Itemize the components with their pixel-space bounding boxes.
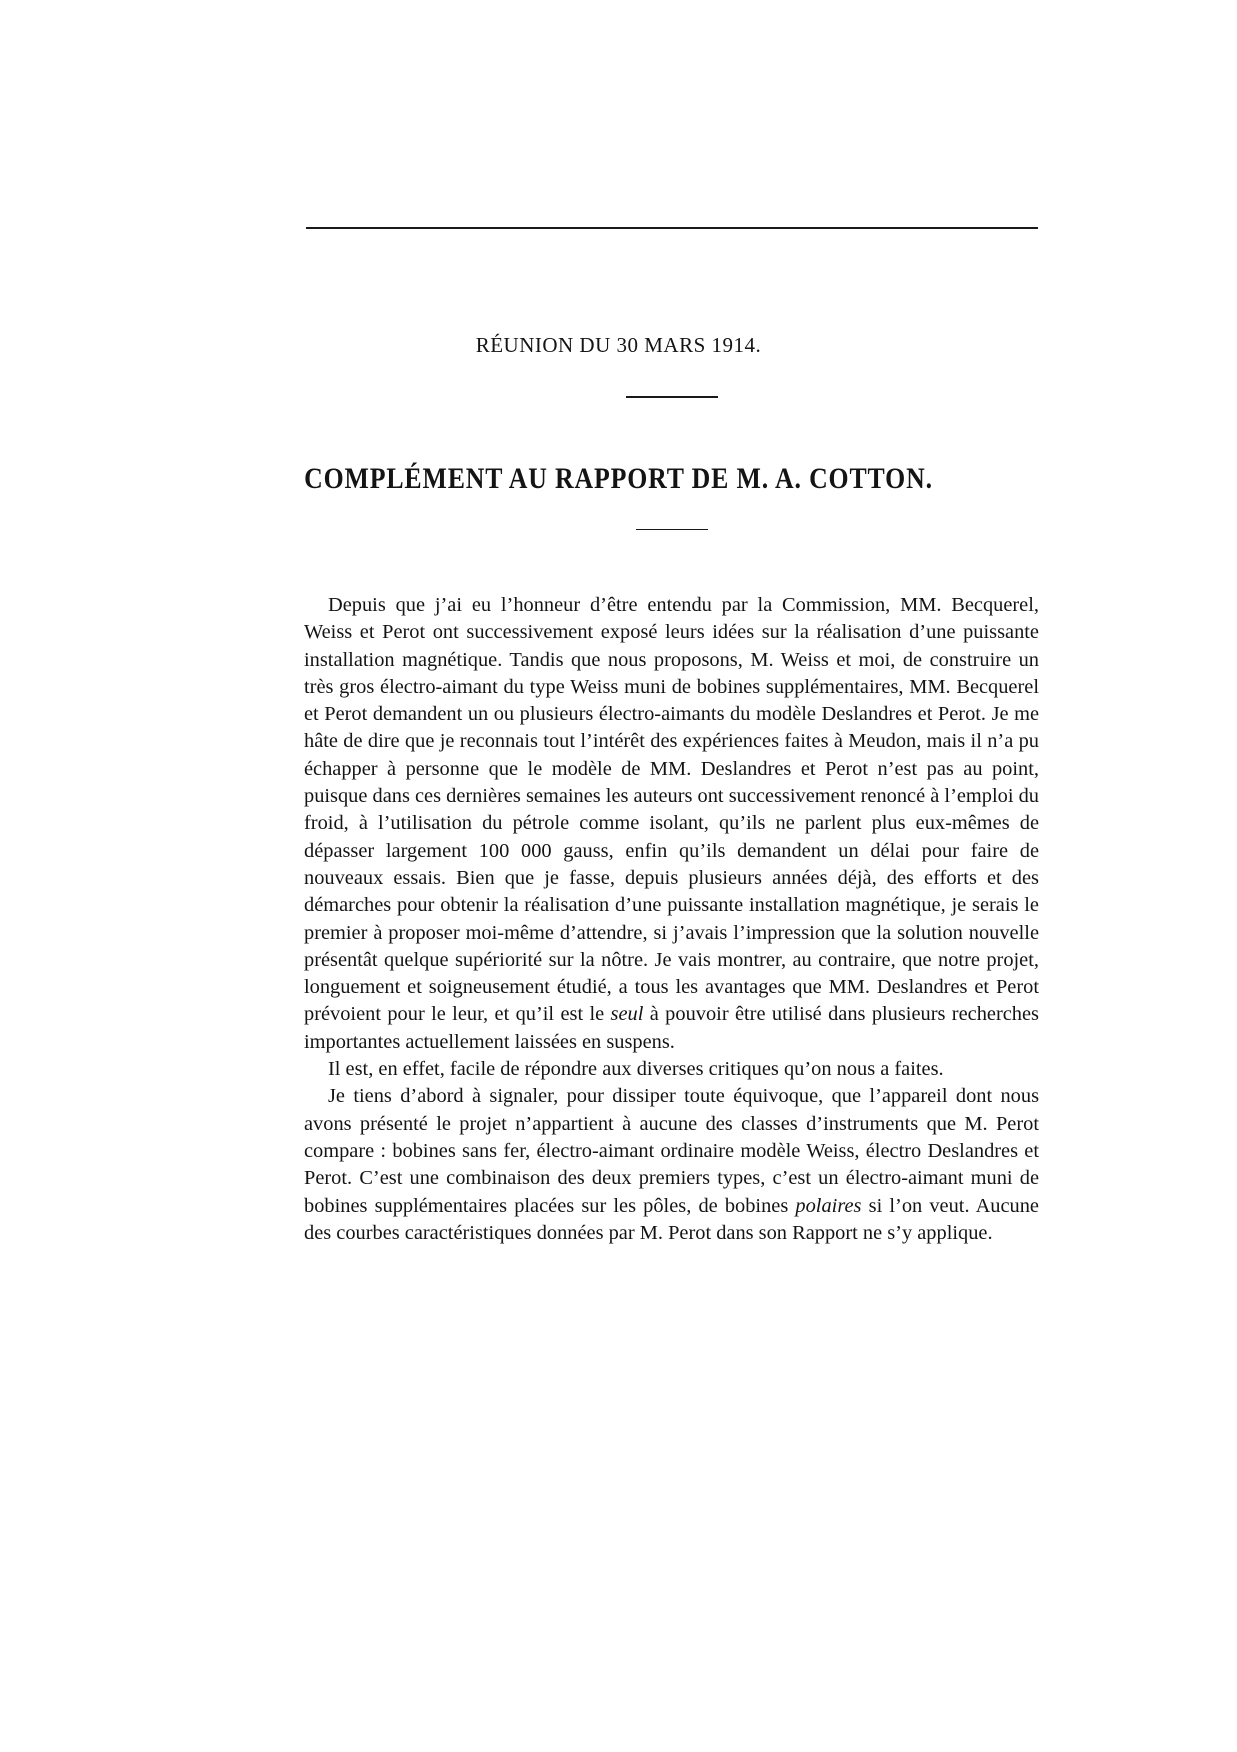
paragraph-3-text-b: si l’on veut. Aucune des courbes caractéristiques données par M. Perot dans son Rapport ne s’y applique. [304,1194,1039,1244]
meeting-heading: RÉUNION DU 30 MARS 1914. [475,333,762,357]
separator-rule-small [636,529,708,530]
page-title: COMPLÉMENT AU RAPPORT DE M. A. COTTON. [304,462,933,495]
paragraph-3-emphasis: polaires [795,1194,862,1217]
top-rule [306,227,1038,229]
paragraph-3-text-a: Je tiens d’abord à signaler, pour dissiper toute équivoque, que l’appareil dont nous avons présenté le projet n’appartient à aucune des classes d’instruments que M. Perot compare : bobines sans fer, électro-aimant ordinaire modèle Weiss, électro Deslandres et Perot. C’est une combinaison des deux premiers types, c’est un électro-aimant muni de bobines supplémentaires placées sur les pôles, de bobines [304,1085,1039,1217]
paragraph-1-emphasis: seul [610,1003,644,1026]
paragraph-1-text-a: Depuis que j’ai eu l’honneur d’être entendu par la Commission, MM. Becquerel, Weiss et Perot ont successivement exposé leurs idées sur la réalisation d’une puissante installation magnétique. Tandis que nous proposons, M. Weiss et moi, de construire un très gros électro-aimant du type Weiss muni de bobines supplémentaires, MM. Becquerel et Perot demandent un ou plusieurs électro-aimants du modèle Deslandres et Perot. Je me hâte de dire que je reconnais tout l’intérêt des expériences faites à Meudon, mais il n’a pu échapper à personne que le modèle de MM. Deslandres et Perot n’est pas au point, puisque dans ces dernières semaines les auteurs ont successivement renoncé à l’emploi du froid, à l’utilisation du pétrole comme isolant, qu’ils ne parlent plus eux-mêmes de dépasser largement 100 000 gauss, enfin qu’ils demandent un délai pour faire de nouveaux essais. Bien que je fasse, depuis plusieurs années déjà, des efforts et des démarches pour obtenir la réalisation d’une puissante installation magnétique, je serais le premier à proposer moi-même d’attendre, si j’avais l’impression que la solution nouvelle présentât quelque supériorité sur la nôtre. Je vais montrer, au contraire, que notre projet, longuement et soigneusement étudié, a tous les avantages que MM. Deslandres et Perot prévoient pour le leur, et qu’il est le [304,594,1039,1026]
body-text [304,592,1039,1247]
separator-rule [626,396,718,398]
paragraph-1-text-b: à pouvoir être utilisé dans plusieurs recherches importantes actuellement laissées en suspens. [304,1003,1039,1053]
paragraph-2: Il est, en effet, facile de répondre aux diverses critiques qu’on nous a faites. [328,1058,944,1081]
paragraph-1 [304,592,1039,1056]
paragraph-3 [304,1083,1039,1247]
